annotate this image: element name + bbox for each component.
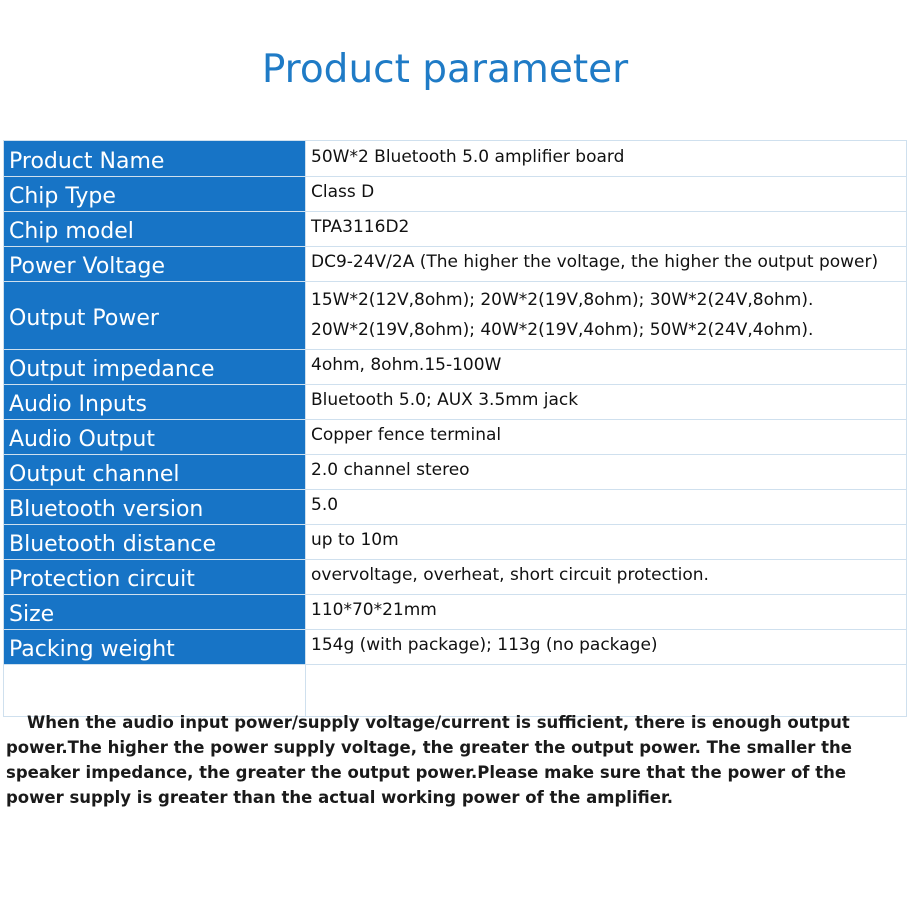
table-row — [4, 560, 907, 595]
table-row — [4, 455, 907, 490]
table-row — [4, 177, 907, 212]
row-value: Class D — [306, 177, 907, 212]
row-value-line: 15W*2(12V,8ohm); 20W*2(19V,8ohm); 30W*2(24V,8ohm). — [311, 289, 814, 310]
row-value-line: 20W*2(19V,8ohm); 40W*2(19V,4ohm); 50W*2(24V,4ohm). — [311, 319, 814, 340]
row-label: Power Voltage — [4, 247, 306, 282]
product-parameter-table — [3, 140, 907, 717]
row-label: Audio Output — [4, 420, 306, 455]
row-label: Protection circuit — [4, 560, 306, 595]
page-title: Product parameter — [261, 47, 629, 92]
row-value: 50W*2 Bluetooth 5.0 amplifier board — [306, 141, 907, 177]
row-label: Size — [4, 595, 306, 630]
row-label: Audio Inputs — [4, 385, 306, 420]
row-label: Output Power — [4, 282, 306, 350]
table-row — [4, 630, 907, 665]
table-row — [4, 595, 907, 630]
table-row — [4, 420, 907, 455]
table-row — [4, 490, 907, 525]
row-label: Packing weight — [4, 630, 306, 665]
table-row — [4, 247, 907, 282]
row-label: Bluetooth distance — [4, 525, 306, 560]
table-row — [4, 350, 907, 385]
row-value: Copper fence terminal — [306, 420, 907, 455]
row-value: 4ohm, 8ohm.15-100W — [306, 350, 907, 385]
table-row — [4, 282, 907, 350]
row-label: Product Name — [4, 141, 306, 177]
empty-row — [4, 665, 907, 717]
note-paragraph: When the audio input power/supply voltage/current is sufficient, there is enough output power.The higher the power supply voltage, the greater the output power. The smaller the speaker impedance, the greater the output power.Please make sure that the power of the power supply is greater than the actual working power of the amplifier. — [6, 713, 852, 807]
row-label: Output channel — [4, 455, 306, 490]
row-label: Bluetooth version — [4, 490, 306, 525]
empty-cell — [306, 665, 907, 717]
table-row — [4, 141, 907, 177]
row-value: overvoltage, overheat, short circuit protection. — [306, 560, 907, 595]
row-value: DC9-24V/2A (The higher the voltage, the higher the output power) — [306, 247, 907, 282]
row-label: Chip model — [4, 212, 306, 247]
row-value: TPA3116D2 — [306, 212, 907, 247]
row-value: up to 10m — [306, 525, 907, 560]
row-value: 154g (with package); 113g (no package) — [306, 630, 907, 665]
row-value: 5.0 — [306, 490, 907, 525]
row-value: Bluetooth 5.0; AUX 3.5mm jack — [306, 385, 907, 420]
row-value: 2.0 channel stereo — [306, 455, 907, 490]
table-row — [4, 212, 907, 247]
row-value — [306, 282, 907, 350]
table-row — [4, 525, 907, 560]
row-label: Chip Type — [4, 177, 306, 212]
table-row — [4, 385, 907, 420]
row-value: 110*70*21mm — [306, 595, 907, 630]
row-label: Output impedance — [4, 350, 306, 385]
empty-cell — [4, 665, 306, 717]
